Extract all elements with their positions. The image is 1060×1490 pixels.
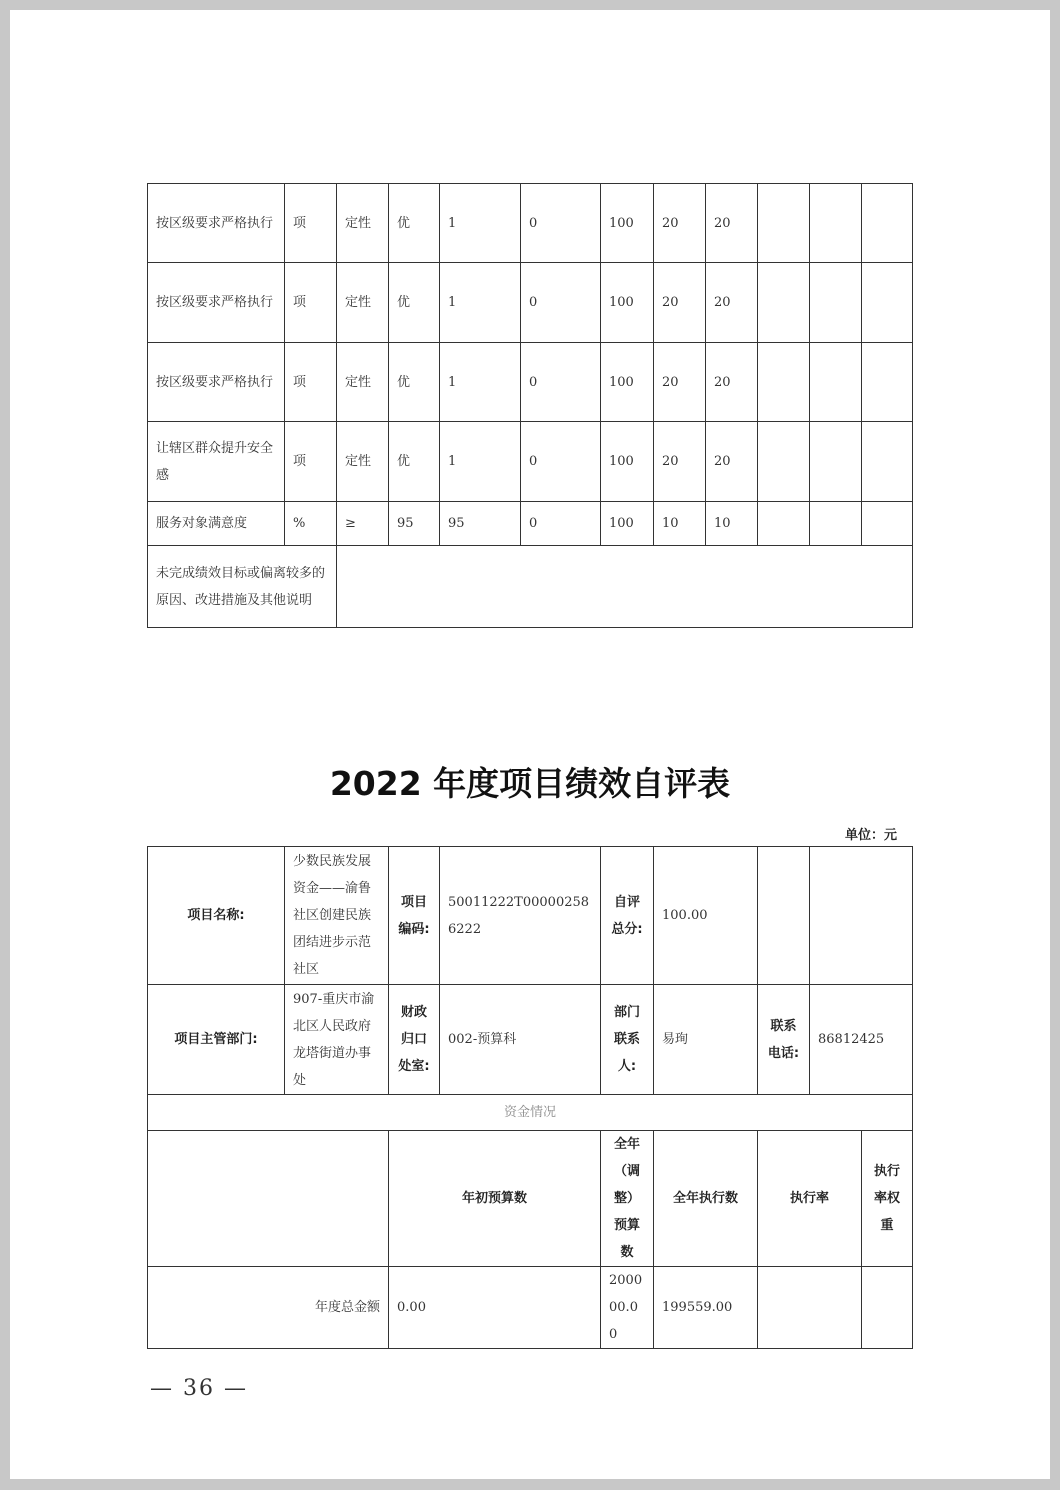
department-row: [148, 985, 913, 1095]
indicator-row: [148, 502, 913, 546]
indicator-weight: 20: [654, 263, 706, 343]
unit-label: 单位：元: [845, 828, 898, 843]
dept-value: 907-重庆市渝北区人民政府龙塔街道办事处: [285, 985, 389, 1095]
indicator-row: [148, 343, 913, 422]
indicator-nature: 定性: [337, 343, 389, 422]
funds-total-row: [148, 1267, 913, 1349]
indicator-name: 让辖区群众提升安全感: [148, 422, 285, 502]
self-score-value: 100.00: [654, 847, 758, 985]
indicator-name: 服务对象满意度: [148, 502, 285, 546]
indicator-rate: 100: [601, 343, 654, 422]
indicator-rate: 100: [601, 263, 654, 343]
project-code-value: 50011222T000002586222: [440, 847, 601, 985]
empty-cell: [862, 343, 913, 422]
project-name-row: [148, 847, 913, 985]
empty-cell: [758, 184, 810, 263]
empty-cell: [810, 422, 862, 502]
indicator-target: 优: [389, 343, 440, 422]
remarks-row: [148, 546, 913, 628]
funds-section-row: [148, 1095, 913, 1131]
empty-cell: [810, 847, 913, 985]
empty-cell: [810, 184, 862, 263]
project-name-label: 项目名称:: [148, 847, 285, 985]
indicator-weight: 20: [654, 184, 706, 263]
indicator-weight: 20: [654, 343, 706, 422]
indicator-actual: 1: [440, 184, 521, 263]
empty-cell: [148, 1131, 389, 1267]
executed-header: 全年执行数: [654, 1131, 758, 1267]
indicator-target: 95: [389, 502, 440, 546]
indicator-deviation: 0: [521, 343, 601, 422]
phone-label: 联系电话:: [758, 985, 810, 1095]
indicator-unit: 项: [285, 263, 337, 343]
page-title: 2022 年度项目绩效自评表: [329, 764, 731, 803]
indicator-actual: 1: [440, 343, 521, 422]
indicator-deviation: 0: [521, 263, 601, 343]
indicator-score: 20: [706, 263, 758, 343]
indicator-target: 优: [389, 263, 440, 343]
initial-budget-value: 0.00: [389, 1267, 601, 1349]
indicator-row: [148, 263, 913, 343]
project-name-value: 少数民族发展资金——渝鲁社区创建民族团结进步示范社区: [285, 847, 389, 985]
page-number: — 36 —: [150, 1376, 248, 1401]
rate-weight-value: [862, 1267, 913, 1349]
indicator-nature: 定性: [337, 422, 389, 502]
execution-rate-header: 执行率: [758, 1131, 862, 1267]
empty-cell: [758, 422, 810, 502]
indicator-weight: 20: [654, 422, 706, 502]
remarks-value: [337, 546, 913, 628]
indicator-name: 按区级要求严格执行: [148, 184, 285, 263]
empty-cell: [862, 422, 913, 502]
empty-cell: [862, 184, 913, 263]
indicator-name: 按区级要求严格执行: [148, 263, 285, 343]
empty-cell: [810, 343, 862, 422]
indicator-deviation: 0: [521, 422, 601, 502]
empty-cell: [758, 343, 810, 422]
indicator-weight: 10: [654, 502, 706, 546]
finance-office-label: 财政归口处室:: [389, 985, 440, 1095]
executed-value: 199559.00: [654, 1267, 758, 1349]
indicator-name: 按区级要求严格执行: [148, 343, 285, 422]
funds-section-label: 资金情况: [148, 1095, 913, 1131]
project-code-label: 项目编码:: [389, 847, 440, 985]
funds-header-row: [148, 1131, 913, 1267]
indicator-table: [147, 183, 913, 628]
dept-label: 项目主管部门:: [148, 985, 285, 1095]
self-score-label: 自评总分:: [601, 847, 654, 985]
indicator-rate: 100: [601, 422, 654, 502]
empty-cell: [758, 847, 810, 985]
empty-cell: [758, 502, 810, 546]
indicator-target: 优: [389, 184, 440, 263]
indicator-deviation: 0: [521, 502, 601, 546]
project-table: [147, 846, 913, 1349]
dept-contact-label: 部门联系人:: [601, 985, 654, 1095]
execution-rate-value: [758, 1267, 862, 1349]
empty-cell: [810, 502, 862, 546]
indicator-rate: 100: [601, 184, 654, 263]
finance-office-value: 002-预算科: [440, 985, 601, 1095]
indicator-actual: 1: [440, 422, 521, 502]
indicator-score: 10: [706, 502, 758, 546]
indicator-unit: %: [285, 502, 337, 546]
indicator-target: 优: [389, 422, 440, 502]
indicator-actual: 95: [440, 502, 521, 546]
total-amount-label: 年度总金额: [148, 1267, 389, 1349]
indicator-nature: 定性: [337, 263, 389, 343]
indicator-unit: 项: [285, 184, 337, 263]
rate-weight-header: 执行率权重: [862, 1131, 913, 1267]
indicator-rate: 100: [601, 502, 654, 546]
indicator-deviation: 0: [521, 184, 601, 263]
adjusted-budget-header: 全年（调整）预算数: [601, 1131, 654, 1267]
indicator-row: [148, 184, 913, 263]
phone-value: 86812425: [810, 985, 913, 1095]
empty-cell: [758, 263, 810, 343]
dept-contact-value: 易珣: [654, 985, 758, 1095]
indicator-score: 20: [706, 343, 758, 422]
indicator-score: 20: [706, 422, 758, 502]
empty-cell: [862, 502, 913, 546]
initial-budget-header: 年初预算数: [389, 1131, 601, 1267]
indicator-unit: 项: [285, 422, 337, 502]
indicator-score: 20: [706, 184, 758, 263]
indicator-nature: ≥: [337, 502, 389, 546]
remarks-label: 未完成绩效目标或偏离较多的原因、改进措施及其他说明: [148, 546, 337, 628]
empty-cell: [862, 263, 913, 343]
indicator-unit: 项: [285, 343, 337, 422]
adjusted-budget-value: 200000.00: [601, 1267, 654, 1349]
indicator-nature: 定性: [337, 184, 389, 263]
indicator-actual: 1: [440, 263, 521, 343]
empty-cell: [810, 263, 862, 343]
indicator-row: [148, 422, 913, 502]
